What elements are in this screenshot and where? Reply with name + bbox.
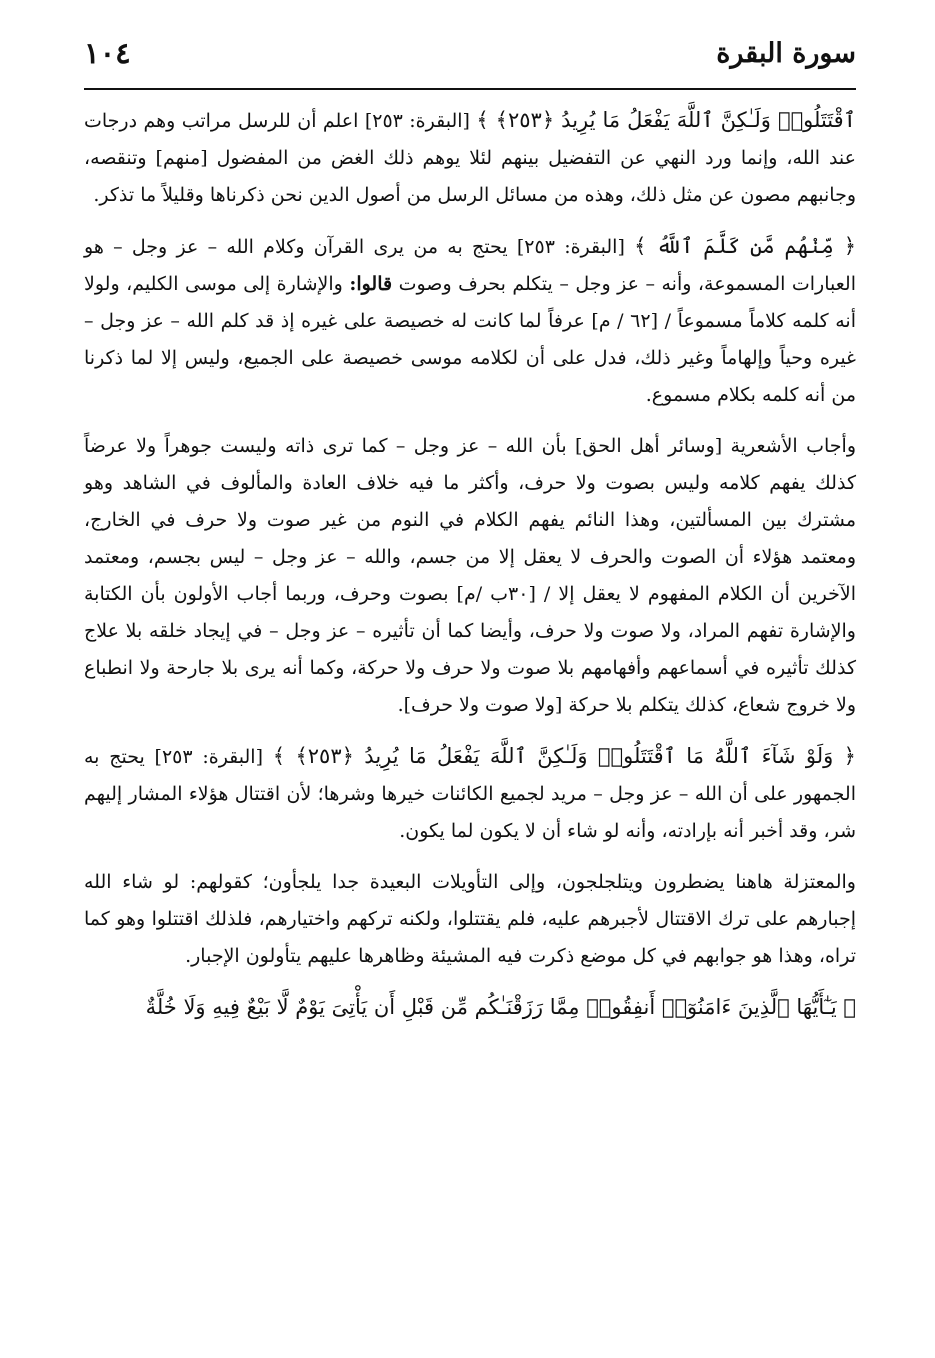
- page-header: [84, 34, 856, 82]
- paragraph-text: وأجاب الأشعرية [وسائر أهل الحق] بأن الله – عز وجل – كما ترى ذاته وليست جوهراً ولا عرضاً كذلك يفهم كلامه وليس بصوت ولا حرف، وأكثر ما فيه خلاف العادة والمألوف في الشاهد وهو مشترك بين المسألتين، وهذا النائم يفهم الكلام في النوم من غير صوت ولا حرف في الخارج، ومعتمد هؤلاء أن الصوت والحرف لا يعقل إلا من جسم، والله – عز وجل – ليس بجسم، ومعتمد الآخرين أن الكلام المفهوم لا يعقل إلا / [٣٠ب /م] بصوت وحرف، وربما أجاب الأولون بأن الكتابة والإشارة تفهم المراد، ولا صوت ولا حرف، وأيضا كما أن تأثيره – عز وجل – في إيجاد خلقه بلا علاج كذلك تأثيره في أسماعهم وأفهامهم بلا صوت ولا حرف ولا حركة، وكما أنه يرى بلا جارحة ولا انطباع ولا خروج شعاع، كذلك يتكلم بلا حركة [ولا صوت ولا حرف].: [84, 435, 857, 716]
- paragraph-text: [البقرة: ٢٥٣] اعلم أن للرسل مراتب وهم درجات عند الله، وإنما ورد النهي عن التفضيل بينهم لئلا يوهم ذلك الغض من المفضول [منهم] وتنقصه، وجانبهم مصون عن مثل ذلك، وهذه من مسائل الرسل من أصول الدين نحن ذكرناها وقليلاً ما تذكر.: [84, 110, 856, 206]
- paragraph-text: [البقرة: ٢٥٣] يحتج به من يرى القرآن وكلام الله – عز وجل – هو العبارات المسموعة، وأنه – عز وجل – يتكلم بحرف وصوت: [84, 236, 856, 295]
- paragraph-text: [البقرة: ٢٥٣] يحتج به الجمهور على أن الله – عز وجل – مريد لجميع الكائنات خيرها وشرها؛ لأن اقتتال هؤلاء المشار إليهم شر، وقد أخبر أنه بإرادته، وأنه لو شاء أن لا يكون لما يكون.: [84, 746, 856, 842]
- quran-verse: ٱقْتَتَلُوا۟ وَلَـٰكِنَّ ٱللَّهَ يَفْعَلُ مَا يُرِيدُ ﴿٢٥٣﴾ ﴾: [476, 108, 856, 132]
- paragraph-4: [84, 738, 856, 850]
- header-divider: [84, 88, 856, 90]
- quran-verse: ﴿ يَـٰٓأَيُّهَا ٱلَّذِينَ ءَامَنُوٓا۟ أَنفِقُوا۟ مِمَّا رَزَقْنَـٰكُم مِّن قَبْلِ أَن يَأْتِىَ يَوْمٌ لَّا بَيْعٌ فِيهِ وَلَا خُلَّةٌ: [145, 995, 856, 1019]
- quran-verse: ﴿ وَلَوْ شَآءَ ٱللَّهُ مَا ٱقْتَتَلُوا۟ وَلَـٰكِنَّ ٱللَّهَ يَفْعَلُ مَا يُرِيدُ ﴿٢٥٣﴾ ﴾: [272, 744, 856, 768]
- paragraph-3: [84, 428, 856, 724]
- paragraph-2: [84, 228, 856, 414]
- bold-term: قالوا:: [349, 273, 393, 295]
- page-body: [84, 102, 856, 1041]
- paragraph-text-continued: والإشارة إلى موسى الكليم، ولولا أنه كلمه كلاماً مسموعاً / [٦٢ / م] عرفاً لما كانت له خصيصة على غيره إذ قد كلم الله – عز وجل – غيره وحياً وإلهاماً وغير ذلك، فدل على أن لكلامه موسى خصيصة على الجميع، وليس إلا لما ذكرنا من أنه كلمه بكلام مسموع.: [84, 273, 856, 406]
- quran-verse: ﴿ مِّنْهُم مَّن كَلَّمَ ٱللَّهُ ﴾: [634, 234, 856, 258]
- page-number: ١٠٤: [84, 36, 131, 70]
- paragraph-6: [84, 989, 856, 1027]
- paragraph-text: والمعتزلة هاهنا يضطرون ويتلجلجون، وإلى التأويلات البعيدة جدا يلجأون؛ كقولهم: لو شاء الله إجبارهم على ترك الاقتتال لأجبرهم عليه، فلم يقتتلوا، ولكنه تركهم واختيارهم، فلذلك اقتتلوا وهو كما تراه، وهذا هو جوابهم في كل موضع ذكرت فيه المشيئة وظاهرها عليهم يتأولون الإجبار.: [84, 871, 856, 967]
- sura-title: سورة البقرة: [716, 38, 856, 69]
- paragraph-5: [84, 864, 856, 975]
- paragraph-1: [84, 102, 856, 214]
